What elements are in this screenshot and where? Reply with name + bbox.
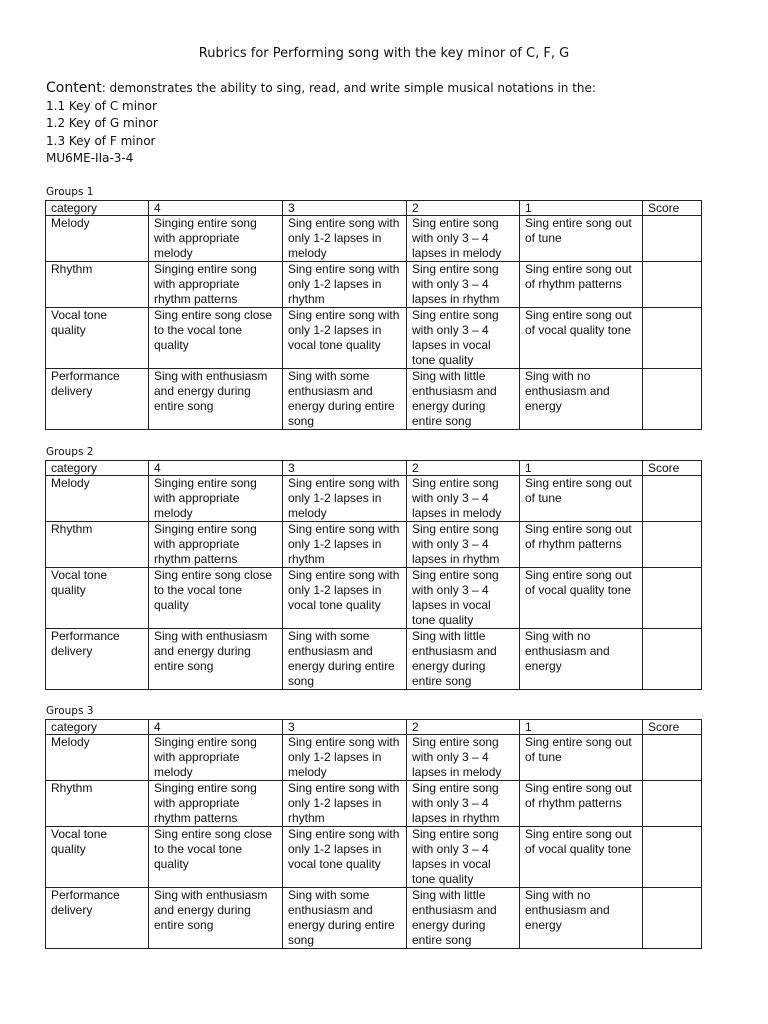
table-row bbox=[46, 827, 702, 888]
rating-2-cell: Sing entire song with only 3 – 4 lapses in melody bbox=[407, 476, 520, 522]
table-header-row bbox=[46, 201, 702, 216]
table-row bbox=[46, 369, 702, 430]
rating-4-cell: Sing entire song close to the vocal tone quality bbox=[149, 568, 283, 629]
rating-4-cell: Sing with enthusiasm and energy during entire song bbox=[149, 369, 283, 430]
column-header: 2 bbox=[407, 201, 520, 216]
category-cell: Performance delivery bbox=[46, 369, 149, 430]
score-cell[interactable] bbox=[643, 568, 702, 629]
category-cell: Performance delivery bbox=[46, 888, 149, 949]
category-cell: Rhythm bbox=[46, 522, 149, 568]
rating-1-cell: Sing entire song out of tune bbox=[520, 476, 643, 522]
rating-3-cell: Sing entire song with only 1-2 lapses in melody bbox=[283, 476, 407, 522]
score-cell[interactable] bbox=[643, 476, 702, 522]
category-cell: Rhythm bbox=[46, 781, 149, 827]
column-header: 4 bbox=[149, 461, 283, 476]
rating-1-cell: Sing entire song out of vocal quality tone bbox=[520, 568, 643, 629]
competency-code: MU6ME-IIa-3-4 bbox=[46, 151, 134, 165]
rubric-table bbox=[45, 200, 702, 430]
rating-1-cell: Sing entire song out of rhythm patterns bbox=[520, 262, 643, 308]
content-item: 1.2 Key of G minor bbox=[46, 116, 158, 130]
column-header: category bbox=[46, 201, 149, 216]
rating-3-cell: Sing entire song with only 1-2 lapses in melody bbox=[283, 216, 407, 262]
rubric-table bbox=[45, 719, 702, 949]
category-cell: Vocal tone quality bbox=[46, 308, 149, 369]
rating-1-cell: Sing with no enthusiasm and energy bbox=[520, 629, 643, 690]
rating-3-cell: Sing entire song with only 1-2 lapses in rhythm bbox=[283, 781, 407, 827]
rating-1-cell: Sing entire song out of vocal quality tone bbox=[520, 308, 643, 369]
table-row bbox=[46, 888, 702, 949]
category-cell: Rhythm bbox=[46, 262, 149, 308]
rating-4-cell: Sing with enthusiasm and energy during entire song bbox=[149, 629, 283, 690]
column-header: Score bbox=[643, 720, 702, 735]
rating-4-cell: Singing entire song with appropriate melody bbox=[149, 216, 283, 262]
table-row bbox=[46, 629, 702, 690]
column-header: 3 bbox=[283, 461, 407, 476]
rating-2-cell: Sing entire song with only 3 – 4 lapses in vocal tone quality bbox=[407, 308, 520, 369]
rating-4-cell: Singing entire song with appropriate rhythm patterns bbox=[149, 262, 283, 308]
column-header: 3 bbox=[283, 720, 407, 735]
table-row bbox=[46, 262, 702, 308]
rating-1-cell: Sing entire song out of tune bbox=[520, 216, 643, 262]
rating-4-cell: Singing entire song with appropriate melody bbox=[149, 476, 283, 522]
rating-2-cell: Sing entire song with only 3 – 4 lapses in rhythm bbox=[407, 781, 520, 827]
column-header: category bbox=[46, 461, 149, 476]
score-cell[interactable] bbox=[643, 629, 702, 690]
rating-2-cell: Sing entire song with only 3 – 4 lapses in melody bbox=[407, 216, 520, 262]
score-cell[interactable] bbox=[643, 735, 702, 781]
column-header: category bbox=[46, 720, 149, 735]
table-row bbox=[46, 476, 702, 522]
group-label: Groups 2 bbox=[46, 446, 94, 458]
category-cell: Melody bbox=[46, 216, 149, 262]
content-item: 1.3 Key of F minor bbox=[46, 133, 156, 148]
rating-2-cell: Sing entire song with only 3 – 4 lapses in rhythm bbox=[407, 522, 520, 568]
column-header: Score bbox=[643, 461, 702, 476]
score-cell[interactable] bbox=[643, 827, 702, 888]
rubric-table bbox=[45, 460, 702, 690]
score-cell[interactable] bbox=[643, 216, 702, 262]
rating-3-cell: Sing entire song with only 1-2 lapses in vocal tone quality bbox=[283, 308, 407, 369]
rating-4-cell: Sing with enthusiasm and energy during entire song bbox=[149, 888, 283, 949]
score-cell[interactable] bbox=[643, 781, 702, 827]
rating-1-cell: Sing entire song out of rhythm patterns bbox=[520, 522, 643, 568]
page-title: Rubrics for Performing song with the key minor of C, F, G bbox=[198, 46, 570, 61]
category-cell: Vocal tone quality bbox=[46, 827, 149, 888]
rating-2-cell: Sing entire song with only 3 – 4 lapses in vocal tone quality bbox=[407, 827, 520, 888]
rating-1-cell: Sing entire song out of vocal quality tone bbox=[520, 827, 643, 888]
rating-4-cell: Sing entire song close to the vocal tone quality bbox=[149, 827, 283, 888]
rating-2-cell: Sing entire song with only 3 – 4 lapses in vocal tone quality bbox=[407, 568, 520, 629]
table-header-row bbox=[46, 720, 702, 735]
score-cell[interactable] bbox=[643, 369, 702, 430]
rating-3-cell: Sing entire song with only 1-2 lapses in vocal tone quality bbox=[283, 568, 407, 629]
column-header: 2 bbox=[407, 461, 520, 476]
score-cell[interactable] bbox=[643, 888, 702, 949]
rating-4-cell: Singing entire song with appropriate rhythm patterns bbox=[149, 522, 283, 568]
table-row bbox=[46, 568, 702, 629]
table-header-row bbox=[46, 461, 702, 476]
category-cell: Melody bbox=[46, 476, 149, 522]
column-header: 2 bbox=[407, 720, 520, 735]
score-cell[interactable] bbox=[643, 262, 702, 308]
column-header: 3 bbox=[283, 201, 407, 216]
content-section bbox=[46, 80, 596, 168]
rating-3-cell: Sing entire song with only 1-2 lapses in melody bbox=[283, 735, 407, 781]
rating-3-cell: Sing with some enthusiasm and energy during entire song bbox=[283, 629, 407, 690]
rating-2-cell: Sing entire song with only 3 – 4 lapses in melody bbox=[407, 735, 520, 781]
table-row bbox=[46, 735, 702, 781]
content-text: : demonstrates the ability to sing, read, and write simple musical notations in the: bbox=[101, 81, 596, 95]
score-cell[interactable] bbox=[643, 522, 702, 568]
rating-3-cell: Sing with some enthusiasm and energy during entire song bbox=[283, 888, 407, 949]
table-row bbox=[46, 308, 702, 369]
content-description bbox=[46, 80, 596, 98]
group-label: Groups 1 bbox=[46, 186, 94, 198]
rating-4-cell: Sing entire song close to the vocal tone quality bbox=[149, 308, 283, 369]
rating-2-cell: Sing with little enthusiasm and energy during entire song bbox=[407, 369, 520, 430]
content-item: 1.1 Key of C minor bbox=[46, 98, 157, 113]
rating-1-cell: Sing entire song out of tune bbox=[520, 735, 643, 781]
rating-3-cell: Sing with some enthusiasm and energy during entire song bbox=[283, 369, 407, 430]
rating-4-cell: Singing entire song with appropriate rhythm patterns bbox=[149, 781, 283, 827]
rating-4-cell: Singing entire song with appropriate melody bbox=[149, 735, 283, 781]
column-header: 1 bbox=[520, 201, 643, 216]
rating-3-cell: Sing entire song with only 1-2 lapses in vocal tone quality bbox=[283, 827, 407, 888]
rating-2-cell: Sing with little enthusiasm and energy during entire song bbox=[407, 629, 520, 690]
column-header: 1 bbox=[520, 720, 643, 735]
rating-3-cell: Sing entire song with only 1-2 lapses in rhythm bbox=[283, 522, 407, 568]
column-header: Score bbox=[643, 201, 702, 216]
column-header: 1 bbox=[520, 461, 643, 476]
table-row bbox=[46, 781, 702, 827]
rating-2-cell: Sing entire song with only 3 – 4 lapses in rhythm bbox=[407, 262, 520, 308]
category-cell: Performance delivery bbox=[46, 629, 149, 690]
category-cell: Melody bbox=[46, 735, 149, 781]
rating-1-cell: Sing with no enthusiasm and energy bbox=[520, 888, 643, 949]
table-row bbox=[46, 522, 702, 568]
category-cell: Vocal tone quality bbox=[46, 568, 149, 629]
column-header: 4 bbox=[149, 201, 283, 216]
rating-1-cell: Sing entire song out of rhythm patterns bbox=[520, 781, 643, 827]
content-label: Content bbox=[46, 80, 102, 96]
table-row bbox=[46, 216, 702, 262]
rating-3-cell: Sing entire song with only 1-2 lapses in rhythm bbox=[283, 262, 407, 308]
rating-2-cell: Sing with little enthusiasm and energy during entire song bbox=[407, 888, 520, 949]
score-cell[interactable] bbox=[643, 308, 702, 369]
rating-1-cell: Sing with no enthusiasm and energy bbox=[520, 369, 643, 430]
column-header: 4 bbox=[149, 720, 283, 735]
group-label: Groups 3 bbox=[46, 705, 94, 717]
